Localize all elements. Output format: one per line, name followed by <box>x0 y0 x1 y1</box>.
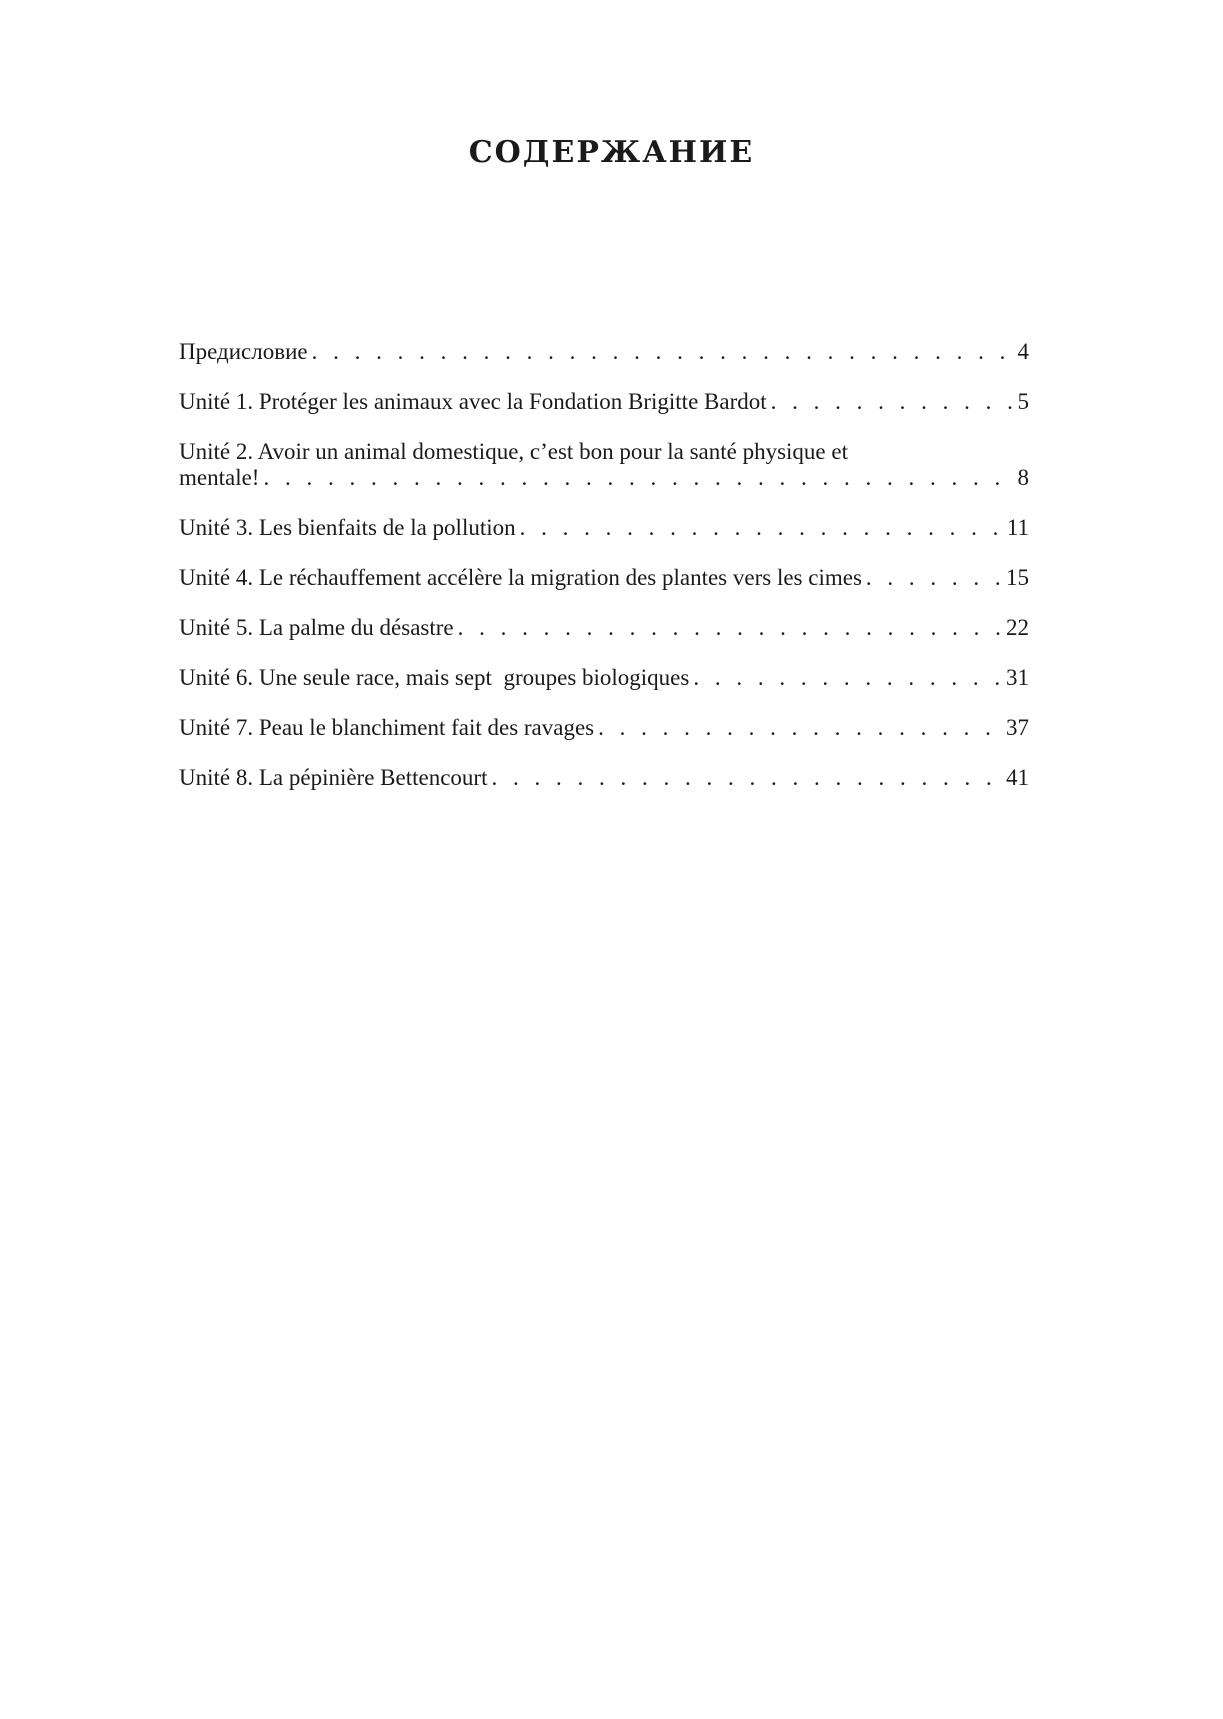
page-title: СОДЕРЖАНИЕ <box>468 135 755 170</box>
toc-entry-title: Unité 5. La palme du désastre <box>179 615 454 640</box>
toc-entry-page-number: 37 <box>1006 715 1029 740</box>
toc-entry-unit-8[interactable] <box>179 765 1029 791</box>
toc-entry-page-number: 5 <box>1017 389 1029 414</box>
dot-leader <box>771 389 1014 415</box>
dot-leader <box>598 715 1002 741</box>
toc-entry-title-line-2-row <box>179 465 1029 491</box>
table-of-contents <box>179 339 1029 815</box>
dot-leader <box>693 665 1002 691</box>
toc-entry-title: Unité 7. Peau le blanchiment fait des ravages <box>179 715 595 740</box>
dot-leader <box>263 465 1013 491</box>
toc-entry-unit-3[interactable] <box>179 515 1029 541</box>
toc-entry-unit-2[interactable] <box>179 439 1029 491</box>
toc-entry-title: Unité 6. Une seule race, mais sept groupes biologiques <box>179 665 690 690</box>
dot-leader <box>520 515 1003 541</box>
toc-entry-title: Unité 4. Le réchauffement accélère la migration des plantes vers les cimes <box>179 565 862 590</box>
toc-entry-page-number: 8 <box>1017 465 1029 490</box>
toc-entry-unit-1[interactable] <box>179 389 1029 415</box>
toc-entry-preface[interactable] <box>179 339 1029 365</box>
dot-leader <box>458 615 1002 641</box>
toc-entry-title-line-2: mentale! <box>179 465 260 490</box>
toc-entry-title: Предисловие <box>179 339 308 364</box>
toc-entry-unit-7[interactable] <box>179 715 1029 741</box>
toc-entry-title: Unité 3. Les bienfaits de la pollution <box>179 515 516 540</box>
toc-entry-page-number: 15 <box>1006 565 1029 590</box>
toc-entry-unit-4[interactable] <box>179 565 1029 591</box>
toc-entry-page-number: 22 <box>1006 615 1029 640</box>
toc-entry-page-number: 4 <box>1017 339 1029 364</box>
toc-entry-title: Unité 8. La pépinière Bettencourt <box>179 765 488 790</box>
toc-entry-unit-6[interactable] <box>179 665 1029 691</box>
toc-entry-page-number: 11 <box>1006 515 1029 540</box>
toc-entry-unit-5[interactable] <box>179 615 1029 641</box>
dot-leader <box>312 339 1014 365</box>
toc-entry-page-number: 31 <box>1006 665 1029 690</box>
dot-leader <box>491 765 1002 791</box>
dot-leader <box>866 565 1002 591</box>
toc-entry-page-number: 41 <box>1006 765 1029 790</box>
toc-entry-title: Unité 1. Protéger les animaux avec la Fondation Brigitte Bardot <box>179 389 767 414</box>
toc-entry-title-line-1: Unité 2. Avoir un animal domestique, c’est bon pour la santé physique et <box>179 439 848 464</box>
